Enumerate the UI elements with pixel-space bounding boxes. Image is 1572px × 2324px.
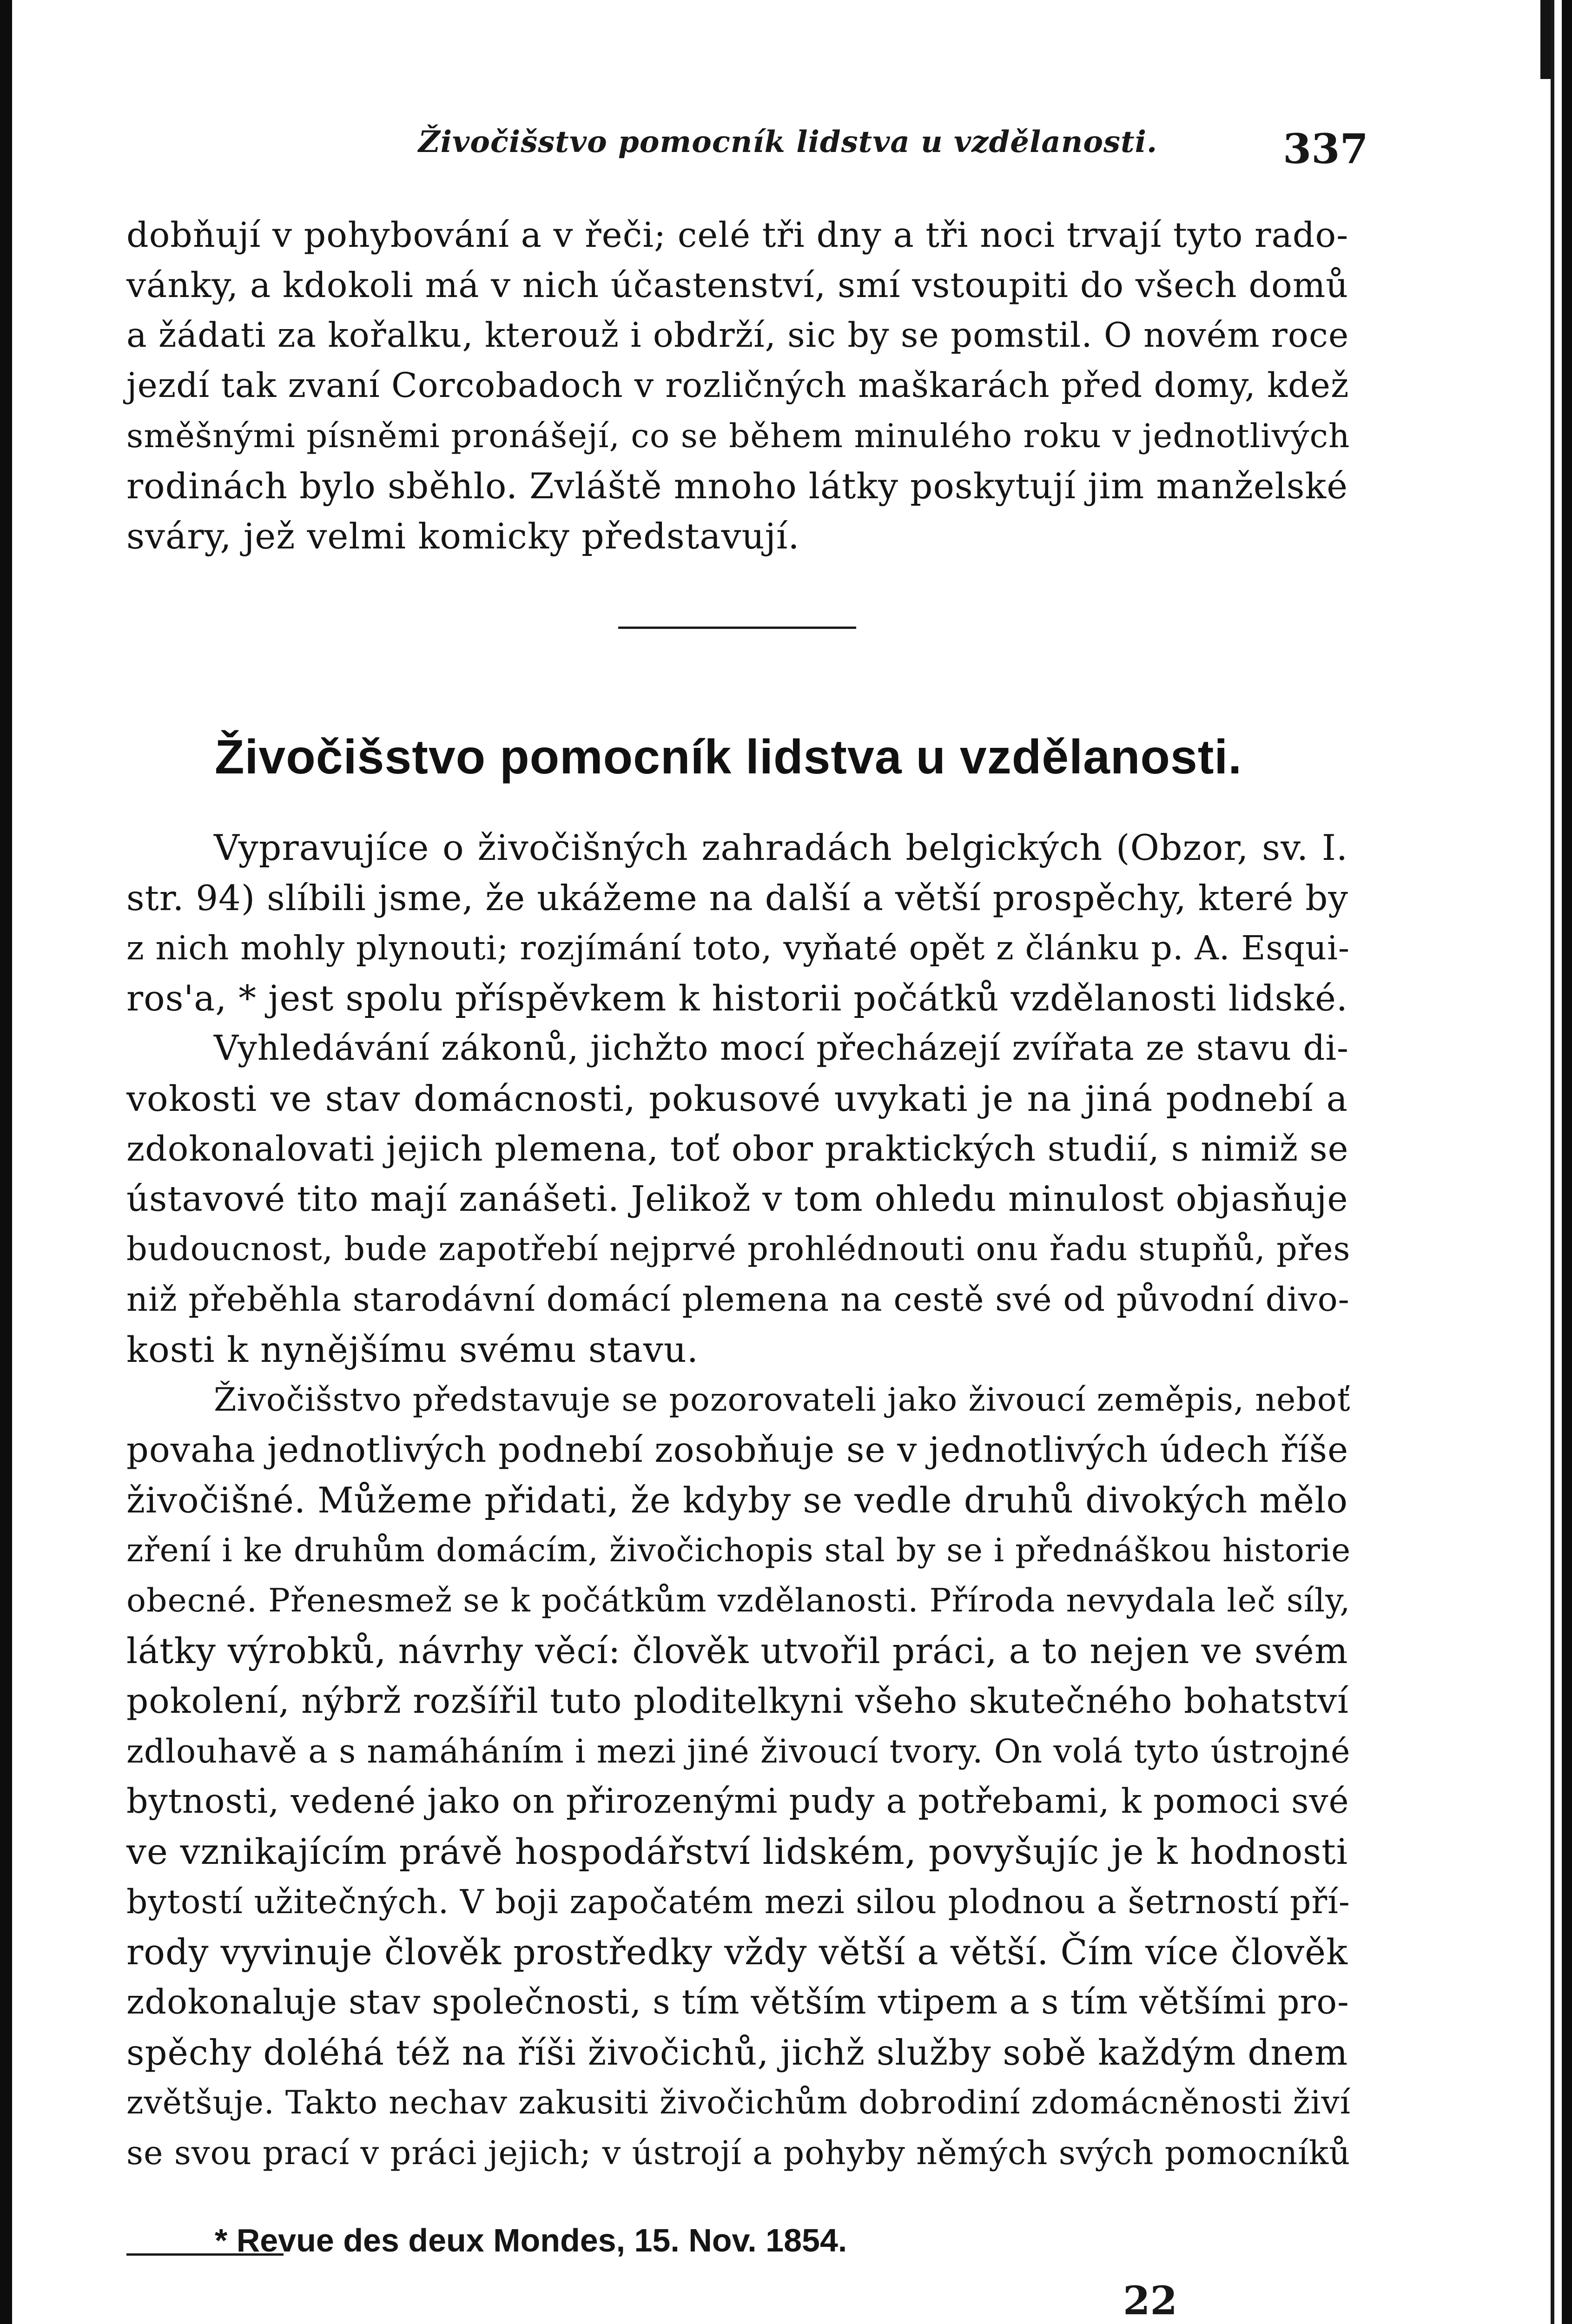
text-line: niž přeběhla starodávní domácí plemena na cestě své od původní divo- [126,1280,1350,1319]
text-line: živočišné. Můžeme přidati, že kdyby se vedle druhů divokých mělo [126,1480,1348,1521]
text-line: ústavové tito mají zanášeti. Jelikož v tom ohledu minulost objasňuje [126,1179,1348,1219]
text-line: str. 94) slíbili jsme, že ukážeme na další a větší prospěchy, které by [126,878,1348,918]
text-line: zdlouhavě a s namáháním i mezi jiné živoucí tvory. On volá tyto ústrojné [126,1732,1351,1770]
article-body [126,823,1351,2178]
running-head: Živočišstvo pomocník lidstva u vzdělanosti. [418,125,1158,159]
section-divider [618,627,856,629]
text-line: ve vznikajícím právě hospodářství lidském, povyšujíc je k hodnosti [126,1831,1348,1872]
text-line: povaha jednotlivých podnebí zosobňuje se v jednotlivých údech říše [126,1430,1349,1470]
text-line: jezdí tak zvaní Corcobadoch v rozličných maškarách před domy, kdež [126,366,1349,405]
scan-border-left [0,0,12,2324]
text-line: dobňují v pohybování a v řeči; celé tři dny a tři noci trvají tyto rado- [126,215,1349,255]
section-title: Živočišstvo pomocník lidstva u vzdělanosti. [215,730,1242,784]
text-line: zdokonalovati jejich plemena, toť obor praktických studií, s nimiž se [126,1129,1349,1169]
text-line: Živočišstvo představuje se pozorovateli jako živoucí zeměpis, neboť [214,1381,1351,1419]
text-line: vánky, a kdokoli má v nich účastenství, smí vstoupiti do všech domů [126,265,1349,305]
text-line: spěchy doléhá též na říši živočichů, jichž služby sobě každým dnem [126,2032,1348,2073]
text-line: z nich mohly plynouti; rozjímání toto, vyňaté opět z článku p. A. Esqui- [126,929,1350,967]
text-line: kosti k nynějšímu svému stavu. [126,1329,699,1370]
scan-border-right [1562,0,1572,2324]
text-line: zření i ke druhům domácím, živočichopis stal by se i přednáškou historie [126,1532,1351,1569]
scan-border-right-gap [1554,0,1562,2324]
continuation-paragraph [126,210,1348,561]
text-line: látky výrobků, návrhy věcí: člověk utvořil práci, a to nejen ve svém [126,1631,1348,1671]
text-line: Vyhledávání zákonů, jichžto mocí přecházejí zvířata ze stavu di- [214,1029,1349,1068]
text-line: vokosti ve stav domácnosti, pokusové uvykati je na jiná podnebí a [126,1078,1348,1119]
footnote: * Revue des deux Mondes, 15. Nov. 1854. [215,2222,847,2258]
text-line: a žádati za kořalku, kterouž i obdrží, sic by se pomstil. O novém roce [126,316,1349,355]
text-line: Vypravujíce o živočišných zahradách belgických (Obzor, sv. I. [214,827,1348,868]
text-line: bytostí užitečných. V boji započatém mezi silou plodnou a šetrností pří- [126,1882,1350,1921]
text-line: bytnosti, vedené jako on přirozenými pudy a potřebami, k pomoci své [126,1782,1349,1821]
page-number: 337 [1283,125,1368,173]
text-line: se svou prací v práci jejich; v ústrojí a pohyby němých svých pomocníků [126,2134,1351,2172]
text-line: rody vyvinuje člověk prostředky vždy větší a větší. Čím více člověk [126,1932,1348,1973]
text-line: budoucnost, bude zapotřebí nejprvé prohlédnouti onu řadu stupňů, přes [126,1230,1351,1268]
text-line: zvětšuje. Takto nechav zakusiti živočichům dobrodiní zdomácněnosti živí [126,2084,1351,2121]
text-line: rodinách bylo sběhlo. Zvláště mnoho látky poskytují jim manželské [126,466,1348,507]
text-line: pokolení, nýbrž rozšířil tuto ploditelkyni všeho skutečného bohatství [126,1681,1349,1721]
text-line: sváry, jež velmi komicky představují. [126,515,800,557]
text-line: ros'a, * jest spolu příspěvkem k historii počátků vzdělanosti lidské. [126,978,1348,1019]
text-line: zdokonaluje stav společnosti, s tím větším vtipem a s tím většími pro- [126,1982,1349,2022]
text-line: obecné. Přenesmež se k počátkům vzdělanosti. Příroda nevydala leč síly, [126,1582,1351,1619]
scan-crop-mark [1540,0,1551,79]
signature-mark: 22 [1123,2278,1177,2324]
text-line: směšnými písněmi pronášejí, co se během minulého roku v jednotlivých [126,417,1350,455]
scan-border-right-line [1551,0,1554,2324]
